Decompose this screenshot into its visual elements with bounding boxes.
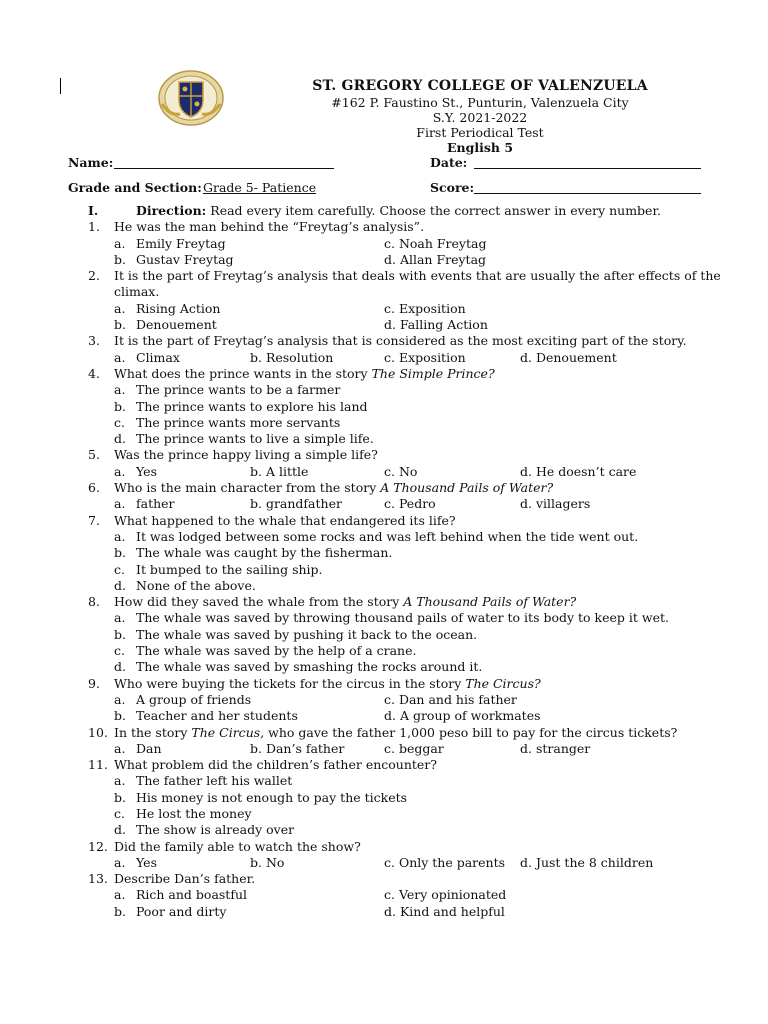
option-row xyxy=(88,496,708,512)
option-row xyxy=(88,415,708,431)
test-items xyxy=(88,203,721,920)
option-row xyxy=(88,578,708,594)
option-letter: b. xyxy=(114,789,126,805)
question-number: 3. xyxy=(88,333,100,349)
option-letter: a. xyxy=(114,496,126,512)
direction-label: Direction: xyxy=(136,203,207,218)
option-row xyxy=(88,464,708,480)
test-name: First Periodical Test xyxy=(416,125,544,140)
option-text: Emily Freytag xyxy=(136,235,226,251)
option-row xyxy=(88,382,708,398)
option-row xyxy=(88,659,708,675)
option-text: d. Kind and helpful xyxy=(384,903,505,919)
option-text: c. Dan and his father xyxy=(384,691,517,707)
question-text: It is the part of Freytag’s analysis that deals with events that are usually the after effects of the xyxy=(114,268,721,284)
option-text: d. Denouement xyxy=(520,349,617,365)
section-roman: I. xyxy=(88,203,99,218)
option-row xyxy=(88,350,708,366)
question-number: 10. xyxy=(88,724,108,740)
option-letter: b. xyxy=(114,398,126,414)
question-row xyxy=(88,594,708,610)
story-title: A Thousand Pails of Water? xyxy=(380,480,554,496)
option-text: c. Pedro xyxy=(384,496,436,512)
question-number: 2. xyxy=(88,268,100,284)
option-text: The whale was saved by smashing the rocks around it. xyxy=(136,659,483,675)
option-text: c. Exposition xyxy=(384,349,466,365)
option-row xyxy=(88,317,708,333)
option-letter: a. xyxy=(114,887,126,903)
grade-section-value: Grade 5- Patience xyxy=(203,180,317,195)
option-letter: a. xyxy=(114,528,126,544)
option-text: The whale was saved by throwing thousand pails of water to its body to keep it wet. xyxy=(136,610,669,626)
question-number: 9. xyxy=(88,675,100,691)
option-row xyxy=(88,301,708,317)
option-letter: b. xyxy=(114,708,126,724)
direction-row xyxy=(88,203,708,219)
option-text: His money is not enough to pay the tickets xyxy=(136,789,408,805)
option-text: Rich and boastful xyxy=(136,887,248,903)
option-letter: a. xyxy=(114,740,126,756)
option-text: d. Just the 8 children xyxy=(520,854,654,870)
question-number: 8. xyxy=(88,594,100,610)
option-text: d. villagers xyxy=(520,496,591,512)
question-text: What problem did the children’s father encounter? xyxy=(114,757,437,773)
option-text: Poor and dirty xyxy=(136,903,227,919)
question-row xyxy=(88,725,708,741)
question-number: 4. xyxy=(88,365,100,381)
option-row xyxy=(88,545,708,561)
name-field-line[interactable] xyxy=(114,168,334,169)
question-text: What happened to the whale that endangered its life? xyxy=(114,512,456,528)
option-text: b. grandfather xyxy=(250,496,342,512)
question-row xyxy=(88,333,708,349)
option-text: The whale was saved by pushing it back to the ocean. xyxy=(136,626,478,642)
question-text: How did they saved the whale from the story A Thousand Pails of Water? xyxy=(114,594,577,610)
direction-body: Read every item carefully. Choose the correct answer in every number. xyxy=(206,203,662,218)
option-letter: b. xyxy=(114,251,126,267)
option-text: The whale was saved by the help of a crane. xyxy=(136,643,417,659)
option-row xyxy=(88,741,708,757)
option-row xyxy=(88,610,708,626)
option-letter: a. xyxy=(114,691,126,707)
question-number: 13. xyxy=(88,871,108,887)
option-letter: c. xyxy=(114,414,125,430)
option-letter: a. xyxy=(114,349,126,365)
option-text: The father left his wallet xyxy=(136,773,293,789)
option-row xyxy=(88,904,708,920)
option-letter: d. xyxy=(114,431,126,447)
option-text: The prince wants to be a farmer xyxy=(136,382,341,398)
option-row xyxy=(88,252,708,268)
question-number: 12. xyxy=(88,838,108,854)
option-row xyxy=(88,562,708,578)
option-letter: d. xyxy=(114,659,126,675)
question-text: Who were buying the tickets for the circus in the story The Circus? xyxy=(114,675,541,691)
question-number: 6. xyxy=(88,480,100,496)
name-label: Name: xyxy=(68,155,114,170)
option-text: d. Falling Action xyxy=(384,317,488,333)
option-letter: a. xyxy=(114,463,126,479)
option-row xyxy=(88,822,708,838)
question-text: Was the prince happy living a simple life? xyxy=(114,447,378,463)
score-label: Score: xyxy=(430,180,475,195)
question-text: What does the prince wants in the story The Simple Prince? xyxy=(114,365,495,381)
question-text: It is the part of Freytag’s analysis that is considered as the most exciting part of the story. xyxy=(114,333,687,349)
option-text: b. No xyxy=(250,854,285,870)
option-row xyxy=(88,708,708,724)
school-address: #162 P. Faustino St., Punturin, Valenzuela City xyxy=(331,95,629,110)
question-row xyxy=(88,366,708,382)
question-row xyxy=(88,871,708,887)
option-letter: b. xyxy=(114,903,126,919)
direction-text xyxy=(136,203,661,219)
school-year: S.Y. 2021-2022 xyxy=(432,110,528,125)
option-text: c. Only the parents xyxy=(384,854,506,870)
option-text: The whale was caught by the fisherman. xyxy=(136,545,393,561)
option-text: Denouement xyxy=(136,317,217,333)
grade-section-label: Grade and Section: xyxy=(68,180,202,195)
option-row xyxy=(88,692,708,708)
question-row xyxy=(88,480,708,496)
option-text: Climax xyxy=(136,349,180,365)
school-name: ST. GREGORY COLLEGE OF VALENZUELA xyxy=(312,78,648,94)
option-row xyxy=(88,236,708,252)
option-text: The prince wants to live a simple life. xyxy=(136,431,374,447)
question-text: Did the family able to watch the show? xyxy=(114,838,361,854)
question-number: 1. xyxy=(88,219,100,235)
option-letter: c. xyxy=(114,805,125,821)
question-text-rest: who gave the father 1,000 peso bill to pay for the circus tickets? xyxy=(264,724,678,740)
option-row xyxy=(88,643,708,659)
option-text: b. Resolution xyxy=(250,349,334,365)
question-number: 7. xyxy=(88,512,100,528)
option-text: d. He doesn’t care xyxy=(520,463,637,479)
option-text: d. Allan Freytag xyxy=(384,251,487,267)
question-text: climax. xyxy=(114,284,160,300)
option-text: Rising Action xyxy=(136,300,221,316)
option-letter: a. xyxy=(114,773,126,789)
option-row xyxy=(88,627,708,643)
date-field-line[interactable] xyxy=(474,168,701,169)
option-row xyxy=(88,887,708,903)
option-text: father xyxy=(136,496,175,512)
option-text: It bumped to the sailing ship. xyxy=(136,561,323,577)
option-text: c. beggar xyxy=(384,740,444,756)
option-row xyxy=(88,399,708,415)
question-text: Describe Dan’s father. xyxy=(114,871,256,887)
option-text: The prince wants to explore his land xyxy=(136,398,368,414)
question-text: He was the man behind the “Freytag’s analysis”. xyxy=(114,219,425,235)
option-text: b. Dan’s father xyxy=(250,740,345,756)
option-text: Dan xyxy=(136,740,162,756)
option-letter: a. xyxy=(114,300,126,316)
text-cursor xyxy=(60,78,61,94)
question-row xyxy=(88,839,708,855)
option-text: c. Exposition xyxy=(384,300,466,316)
option-row xyxy=(88,790,708,806)
question-number: 11. xyxy=(88,757,108,773)
option-letter: d. xyxy=(114,822,126,838)
story-title: The Circus, xyxy=(191,724,265,740)
option-text: c. Very opinionated xyxy=(384,887,507,903)
option-letter: c. xyxy=(114,561,125,577)
question-text: Who is the main character from the story A Thousand Pails of Water? xyxy=(114,480,554,496)
option-row xyxy=(88,431,708,447)
option-letter: a. xyxy=(114,854,126,870)
option-letter: c. xyxy=(114,643,125,659)
question-row xyxy=(88,219,708,235)
question-number: 5. xyxy=(88,447,100,463)
question-row xyxy=(88,513,708,529)
question-row xyxy=(88,447,708,463)
option-text: The prince wants more servants xyxy=(136,414,341,430)
option-text: It was lodged between some rocks and was left behind when the tide went out. xyxy=(136,528,639,544)
subject-title: English 5 xyxy=(446,140,514,155)
option-row xyxy=(88,529,708,545)
option-text: Yes xyxy=(136,463,157,479)
option-letter: a. xyxy=(114,382,126,398)
option-row xyxy=(88,773,708,789)
option-letter: b. xyxy=(114,626,126,642)
option-text: The show is already over xyxy=(136,822,295,838)
option-text: A group of friends xyxy=(136,691,252,707)
question-row xyxy=(88,268,721,284)
option-text: Teacher and her students xyxy=(136,708,298,724)
option-letter: b. xyxy=(114,317,126,333)
question-row xyxy=(88,284,708,300)
option-text: d. stranger xyxy=(520,740,591,756)
option-letter: d. xyxy=(114,577,126,593)
question-text: In the story The Circus, who gave the father 1,000 peso bill to pay for the circus tickets? xyxy=(114,724,678,740)
story-title: The Circus? xyxy=(465,675,541,691)
option-text: Gustav Freytag xyxy=(136,251,234,267)
option-text: None of the above. xyxy=(136,577,256,593)
option-letter: a. xyxy=(114,610,126,626)
option-row xyxy=(88,806,708,822)
option-text: c. No xyxy=(384,463,418,479)
option-letter: a. xyxy=(114,235,126,251)
question-list xyxy=(88,219,721,920)
option-text: Yes xyxy=(136,854,157,870)
option-letter: b. xyxy=(114,545,126,561)
score-field-line[interactable] xyxy=(474,193,701,194)
date-label: Date: xyxy=(430,155,468,170)
option-text: d. A group of workmates xyxy=(384,708,541,724)
story-title: A Thousand Pails of Water? xyxy=(403,594,577,610)
option-text: b. A little xyxy=(250,463,309,479)
option-row xyxy=(88,855,708,871)
option-text: c. Noah Freytag xyxy=(384,235,487,251)
story-title: The Simple Prince? xyxy=(371,365,495,381)
question-row xyxy=(88,757,708,773)
option-text: He lost the money xyxy=(136,805,252,821)
question-row xyxy=(88,676,708,692)
